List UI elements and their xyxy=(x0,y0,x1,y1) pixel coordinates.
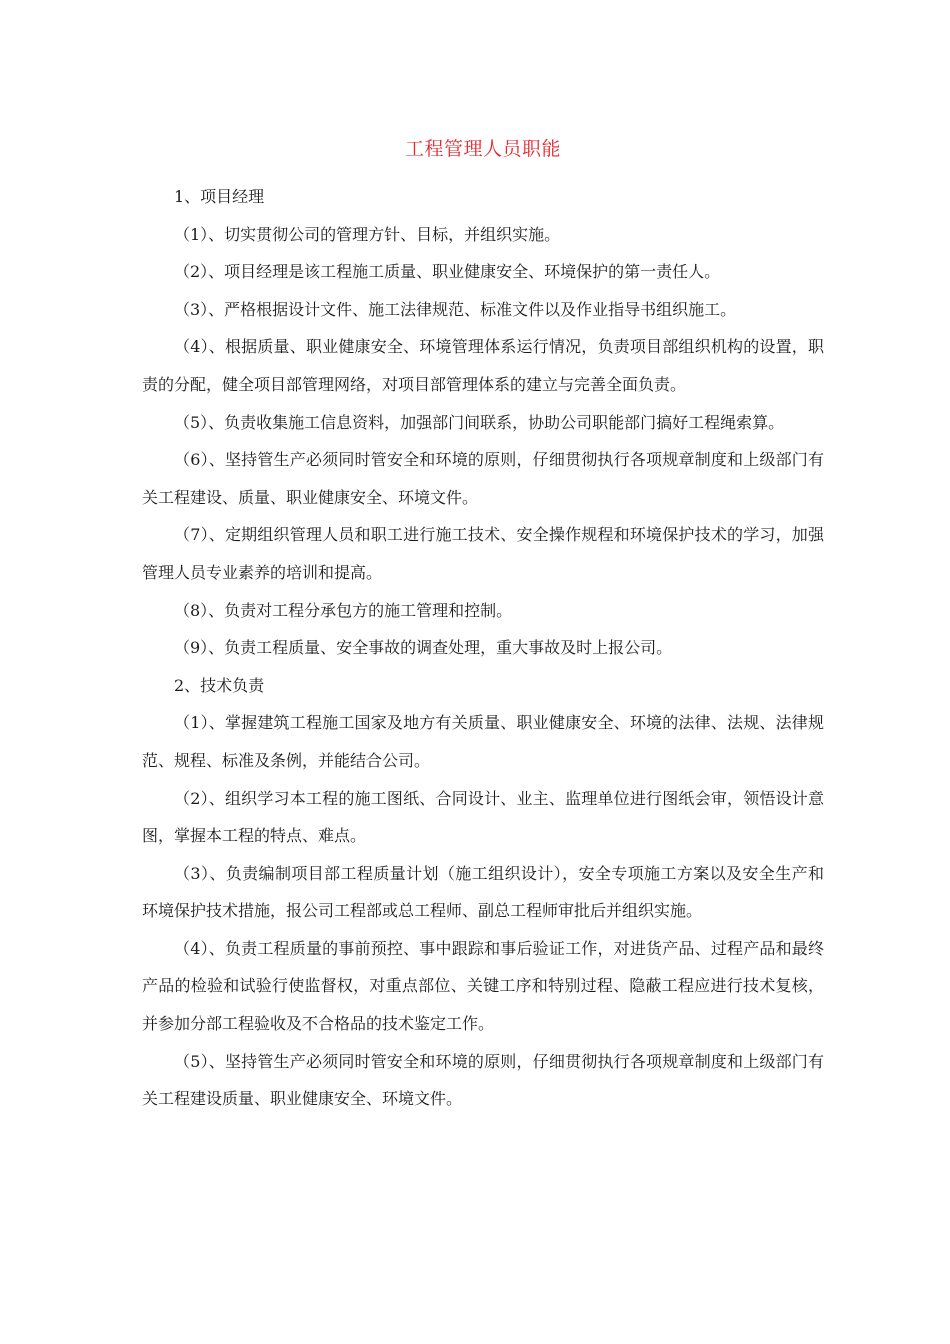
paragraph: （4）、负责工程质量的事前预控、事中跟踪和事后验证工作，对进货产品、过程产品和最终产品的检验和试验行使监督权，对重点部位、关键工序和特别过程、隐蔽工程应进行技术复核，并参加分部工程验收及不合格品的技术鉴定工作。 xyxy=(142,938,824,1034)
paragraph: （5）、坚持管生产必须同时管安全和环境的原则，仔细贯彻执行各项规章制度和上级部门有关工程建设质量、职业健康安全、环境文件。 xyxy=(142,1051,824,1109)
paragraph: （8）、负责对工程分承包方的施工管理和控制。 xyxy=(174,600,513,620)
paragraph: （2）、组织学习本工程的施工图纸、合同设计、业主、监理单位进行图纸会审，领悟设计意图，掌握本工程的特点、难点。 xyxy=(142,788,824,846)
paragraph: （3）、严格根据设计文件、施工法律规范、标准文件以及作业指导书组织施工。 xyxy=(174,299,737,319)
paragraph: （4）、根据质量、职业健康安全、环境管理体系运行情况，负责项目部组织机构的设置，职责的分配，健全项目部管理网络，对项目部管理体系的建立与完善全面负责。 xyxy=(142,337,824,394)
paragraph: （2）、项目经理是该工程施工质量、职业健康安全、环境保护的第一责任人。 xyxy=(174,262,721,282)
section-heading: 1、项目经理 xyxy=(174,187,265,206)
paragraph: （1）、切实贯彻公司的管理方针、目标，并组织实施。 xyxy=(174,224,561,244)
document-body xyxy=(142,178,824,1118)
paragraph: （7）、定期组织管理人员和职工进行施工技术、安全操作规程和环境保护技术的学习，加强管理人员专业素养的培训和提高。 xyxy=(142,525,824,582)
paragraph: （5）、负责收集施工信息资料，加强部门间联系，协助公司职能部门搞好工程绳索算。 xyxy=(174,412,785,432)
paragraph: （3）、负责编制项目部工程质量计划（施工组织设计），安全专项施工方案以及安全生产和环境保护技术措施，报公司工程部或总工程师、副总工程师审批后并组织实施。 xyxy=(142,863,824,921)
paragraph: （6）、坚持管生产必须同时管安全和环境的原则，仔细贯彻执行各项规章制度和上级部门有关工程建设、质量、职业健康安全、环境文件。 xyxy=(142,450,824,507)
document-title: 工程管理人员职能 xyxy=(404,138,561,160)
paragraph: （1）、掌握建筑工程施工国家及地方有关质量、职业健康安全、环境的法律、法规、法律规范、规程、标准及条例，并能结合公司。 xyxy=(142,713,824,770)
paragraph: （9）、负责工程质量、安全事故的调查处理，重大事故及时上报公司。 xyxy=(174,638,673,658)
section-heading: 2、技术负责 xyxy=(174,675,265,695)
